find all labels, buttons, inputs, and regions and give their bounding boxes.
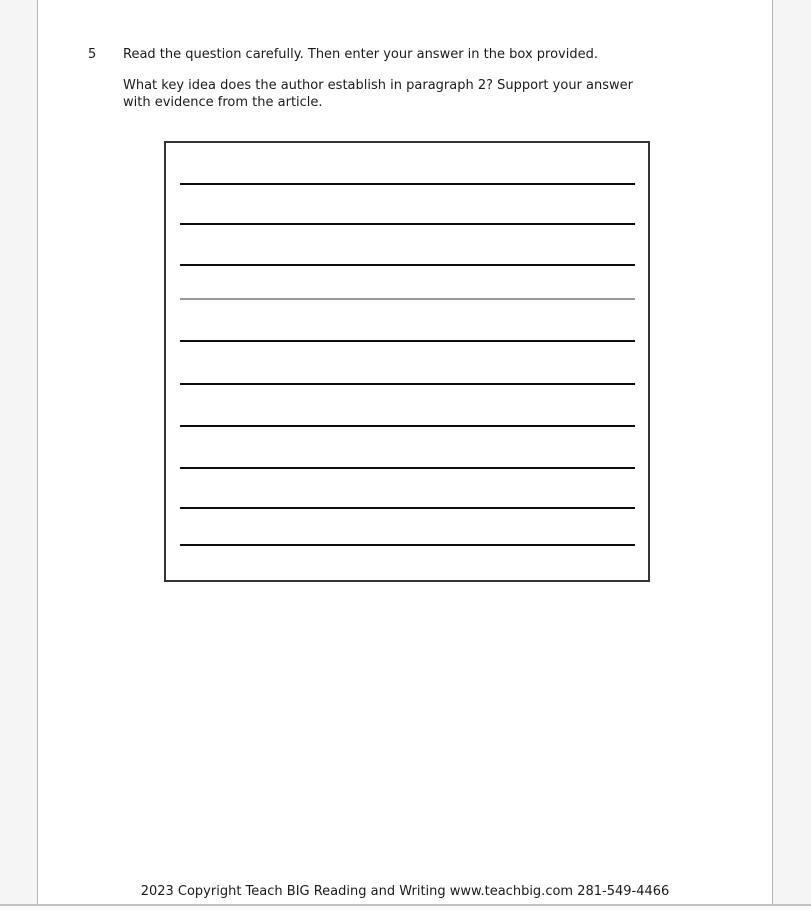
ruled-line bbox=[180, 507, 635, 509]
bottom-strip bbox=[0, 906, 811, 910]
question-number: 5 bbox=[88, 47, 97, 62]
ruled-line bbox=[180, 383, 635, 385]
ruled-line bbox=[180, 223, 635, 225]
ruled-line bbox=[180, 467, 635, 469]
ruled-line bbox=[180, 298, 635, 300]
question-prompt bbox=[123, 77, 633, 111]
footer-copyright: 2023 Copyright Teach BIG Reading and Writing www.teachbig.com 281-549-4466 bbox=[140, 884, 670, 899]
question-instruction: Read the question carefully. Then enter your answer in the box provided. bbox=[123, 47, 598, 62]
question-prompt-line-1: What key idea does the author establish in paragraph 2? Support your answer bbox=[123, 78, 633, 93]
worksheet-page bbox=[37, 0, 773, 904]
answer-input-box[interactable] bbox=[164, 141, 650, 582]
ruled-line bbox=[180, 340, 635, 342]
ruled-line bbox=[180, 425, 635, 427]
ruled-line bbox=[180, 264, 635, 266]
question-prompt-line-2: with evidence from the article. bbox=[123, 95, 323, 110]
ruled-line bbox=[180, 183, 635, 185]
ruled-line bbox=[180, 544, 635, 546]
